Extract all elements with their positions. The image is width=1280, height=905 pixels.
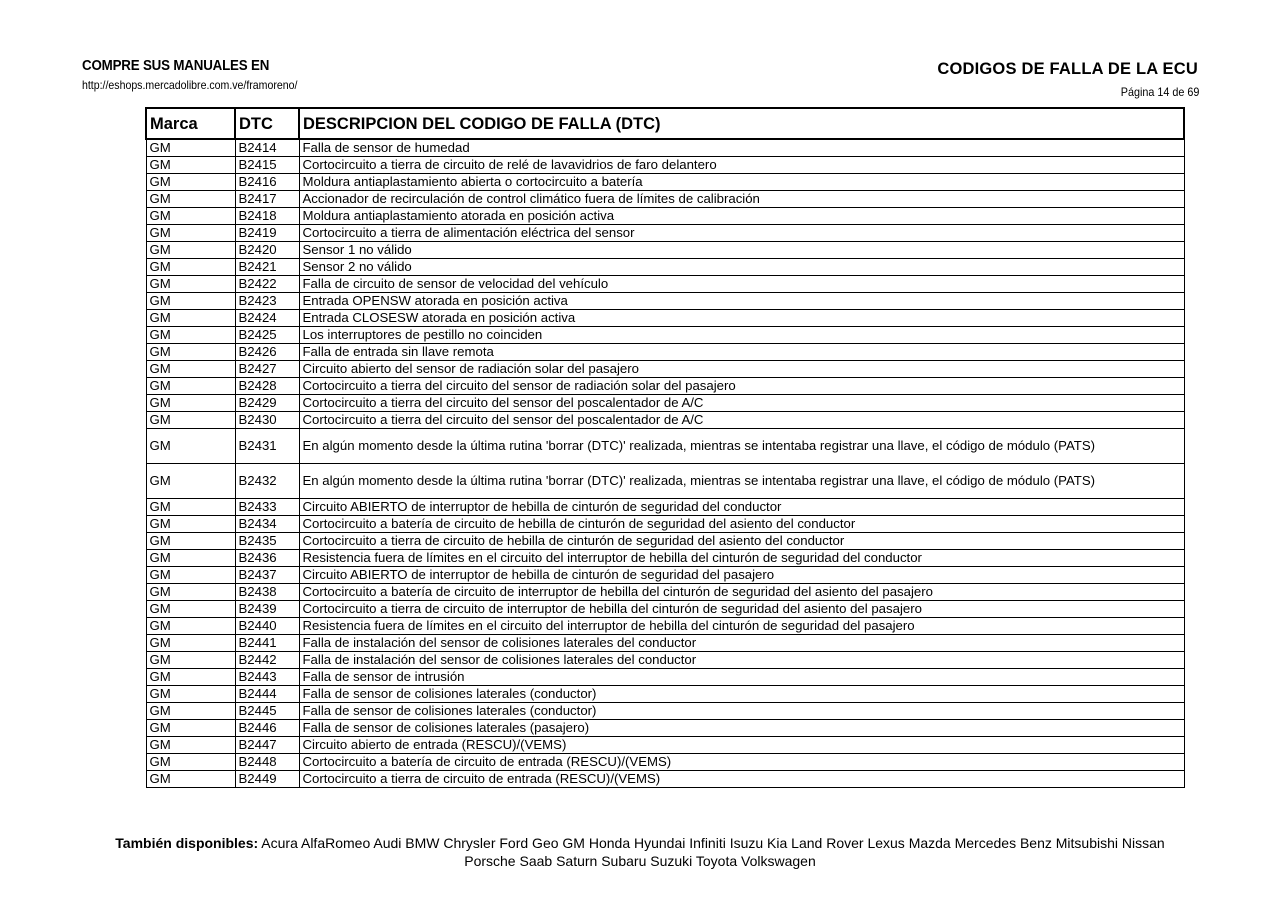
cell-description: Cortocircuito a tierra de circuito de entrada (RESCU)/(VEMS) (299, 771, 1184, 788)
cell-dtc: B2426 (235, 344, 299, 361)
cell-marca: GM (146, 464, 235, 499)
table-row (146, 310, 1184, 327)
cell-marca: GM (146, 276, 235, 293)
cell-dtc: B2424 (235, 310, 299, 327)
cell-marca: GM (146, 395, 235, 412)
cell-description: Cortocircuito a batería de circuito de hebilla de cinturón de seguridad del asiento del conductor (299, 516, 1184, 533)
table-body (146, 139, 1184, 788)
page-number: Página 14 de 69 (1120, 85, 1199, 99)
table-row (146, 276, 1184, 293)
cell-description: Cortocircuito a tierra de circuito de interruptor de hebilla del cinturón de seguridad del asiento del pasajero (299, 601, 1184, 618)
cell-description: Circuito abierto de entrada (RESCU)/(VEMS) (299, 737, 1184, 754)
cell-dtc: B2443 (235, 669, 299, 686)
cell-description: Moldura antiaplastamiento abierta o cortocircuito a batería (299, 174, 1184, 191)
table-row (146, 771, 1184, 788)
cell-dtc: B2432 (235, 464, 299, 499)
table-row (146, 139, 1184, 157)
cell-description: Resistencia fuera de límites en el circuito del interruptor de hebilla del cinturón de seguridad del conductor (299, 550, 1184, 567)
cell-marca: GM (146, 720, 235, 737)
cell-dtc: B2418 (235, 208, 299, 225)
table-row (146, 703, 1184, 720)
cell-description: Los interruptores de pestillo no coinciden (299, 327, 1184, 344)
cell-marca: GM (146, 310, 235, 327)
cell-dtc: B2439 (235, 601, 299, 618)
cell-dtc: B2425 (235, 327, 299, 344)
cell-marca: GM (146, 771, 235, 788)
cell-description: Entrada CLOSESW atorada en posición activa (299, 310, 1184, 327)
cell-marca: GM (146, 686, 235, 703)
cell-marca: GM (146, 703, 235, 720)
cell-marca: GM (146, 737, 235, 754)
cell-marca: GM (146, 139, 235, 157)
cell-description: En algún momento desde la última rutina 'borrar (DTC)' realizada, mientras se intentaba registrar una llave, el código de módulo (PATS) (299, 429, 1184, 464)
cell-description: Cortocircuito a tierra del circuito del sensor de radiación solar del pasajero (299, 378, 1184, 395)
cell-marca: GM (146, 327, 235, 344)
table-row (146, 464, 1184, 499)
table-row (146, 601, 1184, 618)
cell-dtc: B2416 (235, 174, 299, 191)
cell-description: Sensor 1 no válido (299, 242, 1184, 259)
cell-marca: GM (146, 242, 235, 259)
cell-description: Cortocircuito a batería de circuito de interruptor de hebilla del cinturón de seguridad del asiento del pasajero (299, 584, 1184, 601)
cell-description: Circuito ABIERTO de interruptor de hebilla de cinturón de seguridad del pasajero (299, 567, 1184, 584)
cell-marca: GM (146, 225, 235, 242)
table-row (146, 395, 1184, 412)
cell-marca: GM (146, 652, 235, 669)
cell-description: Cortocircuito a batería de circuito de entrada (RESCU)/(VEMS) (299, 754, 1184, 771)
cell-marca: GM (146, 259, 235, 276)
cell-dtc: B2446 (235, 720, 299, 737)
footer (0, 834, 1280, 870)
cell-marca: GM (146, 361, 235, 378)
table-row (146, 533, 1184, 550)
cell-marca: GM (146, 516, 235, 533)
table-row (146, 499, 1184, 516)
cell-description: Falla de sensor de colisiones laterales (conductor) (299, 703, 1184, 720)
document-title: CODIGOS DE FALLA DE LA ECU (937, 60, 1198, 78)
table-row (146, 567, 1184, 584)
cell-description: Circuito abierto del sensor de radiación solar del pasajero (299, 361, 1184, 378)
cell-description: Cortocircuito a tierra de alimentación eléctrica del sensor (299, 225, 1184, 242)
cell-description: Resistencia fuera de límites en el circuito del interruptor de hebilla del cinturón de seguridad del pasajero (299, 618, 1184, 635)
cell-dtc: B2431 (235, 429, 299, 464)
cell-dtc: B2441 (235, 635, 299, 652)
cell-description: En algún momento desde la última rutina 'borrar (DTC)' realizada, mientras se intentaba registrar una llave, el código de módulo (PATS) (299, 464, 1184, 499)
cell-marca: GM (146, 635, 235, 652)
cell-dtc: B2420 (235, 242, 299, 259)
cell-dtc: B2419 (235, 225, 299, 242)
table-row (146, 378, 1184, 395)
cell-marca: GM (146, 567, 235, 584)
footer-brands-line-2: Porsche Saab Saturn Subaru Suzuki Toyota Volkswagen (464, 853, 816, 869)
cell-marca: GM (146, 584, 235, 601)
cell-marca: GM (146, 754, 235, 771)
cell-description: Falla de circuito de sensor de velocidad del vehículo (299, 276, 1184, 293)
table-row (146, 327, 1184, 344)
cell-dtc: B2437 (235, 567, 299, 584)
cell-description: Falla de instalación del sensor de colisiones laterales del conductor (299, 635, 1184, 652)
cell-description: Falla de sensor de humedad (299, 139, 1184, 157)
table-row (146, 293, 1184, 310)
cell-description: Sensor 2 no válido (299, 259, 1184, 276)
cell-marca: GM (146, 344, 235, 361)
cell-description: Accionador de recirculación de control climático fuera de límites de calibración (299, 191, 1184, 208)
cell-marca: GM (146, 378, 235, 395)
table-row (146, 754, 1184, 771)
table-row (146, 669, 1184, 686)
cell-description: Falla de instalación del sensor de colisiones laterales del conductor (299, 652, 1184, 669)
cell-dtc: B2429 (235, 395, 299, 412)
table-row (146, 157, 1184, 174)
cell-description: Falla de sensor de colisiones laterales (pasajero) (299, 720, 1184, 737)
cell-dtc: B2421 (235, 259, 299, 276)
table-row (146, 550, 1184, 567)
cell-dtc: B2435 (235, 533, 299, 550)
cell-dtc: B2438 (235, 584, 299, 601)
cell-description: Cortocircuito a tierra del circuito del sensor del poscalentador de A/C (299, 412, 1184, 429)
cell-description: Cortocircuito a tierra de circuito de relé de lavavidrios de faro delantero (299, 157, 1184, 174)
cell-marca: GM (146, 499, 235, 516)
table-row (146, 361, 1184, 378)
table-row (146, 225, 1184, 242)
cell-description: Falla de sensor de intrusión (299, 669, 1184, 686)
cell-marca: GM (146, 191, 235, 208)
cell-marca: GM (146, 412, 235, 429)
cell-dtc: B2415 (235, 157, 299, 174)
table-row (146, 584, 1184, 601)
table-header-row (146, 108, 1184, 139)
table-row (146, 191, 1184, 208)
table-row (146, 737, 1184, 754)
cell-marca: GM (146, 533, 235, 550)
cell-description: Cortocircuito a tierra del circuito del sensor del poscalentador de A/C (299, 395, 1184, 412)
table-row (146, 618, 1184, 635)
table-row (146, 174, 1184, 191)
table-row (146, 412, 1184, 429)
cell-dtc: B2417 (235, 191, 299, 208)
table-row (146, 344, 1184, 361)
table-row (146, 652, 1184, 669)
cell-dtc: B2449 (235, 771, 299, 788)
table-row (146, 208, 1184, 225)
column-header-marca: Marca (146, 108, 235, 139)
cell-dtc: B2442 (235, 652, 299, 669)
cell-description: Circuito ABIERTO de interruptor de hebilla de cinturón de seguridad del conductor (299, 499, 1184, 516)
cell-dtc: B2447 (235, 737, 299, 754)
dtc-table (145, 107, 1185, 788)
cell-dtc: B2444 (235, 686, 299, 703)
cell-marca: GM (146, 174, 235, 191)
table-row (146, 259, 1184, 276)
cell-description: Moldura antiaplastamiento atorada en posición activa (299, 208, 1184, 225)
table-row (146, 516, 1184, 533)
footer-line-1 (0, 834, 1280, 852)
cell-dtc: B2434 (235, 516, 299, 533)
column-header-dtc: DTC (235, 108, 299, 139)
cell-dtc: B2423 (235, 293, 299, 310)
table-row (146, 686, 1184, 703)
table-row (146, 242, 1184, 259)
cell-marca: GM (146, 669, 235, 686)
cell-dtc: B2430 (235, 412, 299, 429)
footer-brands-line-1: Acura AlfaRomeo Audi BMW Chrysler Ford Geo GM Honda Hyundai Infiniti Isuzu Kia Land Rover Lexus Mazda Mercedes Benz Mitsubishi Nissan (261, 835, 1165, 851)
cell-dtc: B2414 (235, 139, 299, 157)
cell-dtc: B2428 (235, 378, 299, 395)
cell-description: Entrada OPENSW atorada en posición activa (299, 293, 1184, 310)
cell-dtc: B2445 (235, 703, 299, 720)
cell-description: Falla de sensor de colisiones laterales (conductor) (299, 686, 1184, 703)
cell-marca: GM (146, 550, 235, 567)
cell-dtc: B2440 (235, 618, 299, 635)
table-row (146, 720, 1184, 737)
column-header-descripcion: DESCRIPCION DEL CODIGO DE FALLA (DTC) (299, 108, 1184, 139)
cell-dtc: B2427 (235, 361, 299, 378)
cell-marca: GM (146, 157, 235, 174)
cell-marca: GM (146, 618, 235, 635)
cell-description: Falla de entrada sin llave remota (299, 344, 1184, 361)
cell-marca: GM (146, 293, 235, 310)
cell-dtc: B2448 (235, 754, 299, 771)
cell-dtc: B2433 (235, 499, 299, 516)
header-left-title: COMPRE SUS MANUALES EN (82, 58, 270, 74)
cell-marca: GM (146, 429, 235, 464)
cell-description: Cortocircuito a tierra de circuito de hebilla de cinturón de seguridad del asiento del conductor (299, 533, 1184, 550)
header-store-url[interactable]: http://eshops.mercadolibre.com.ve/framoreno/ (82, 78, 298, 92)
cell-marca: GM (146, 601, 235, 618)
table-row (146, 635, 1184, 652)
cell-dtc: B2422 (235, 276, 299, 293)
footer-label: También disponibles: (115, 835, 259, 851)
cell-marca: GM (146, 208, 235, 225)
cell-dtc: B2436 (235, 550, 299, 567)
table-row (146, 429, 1184, 464)
